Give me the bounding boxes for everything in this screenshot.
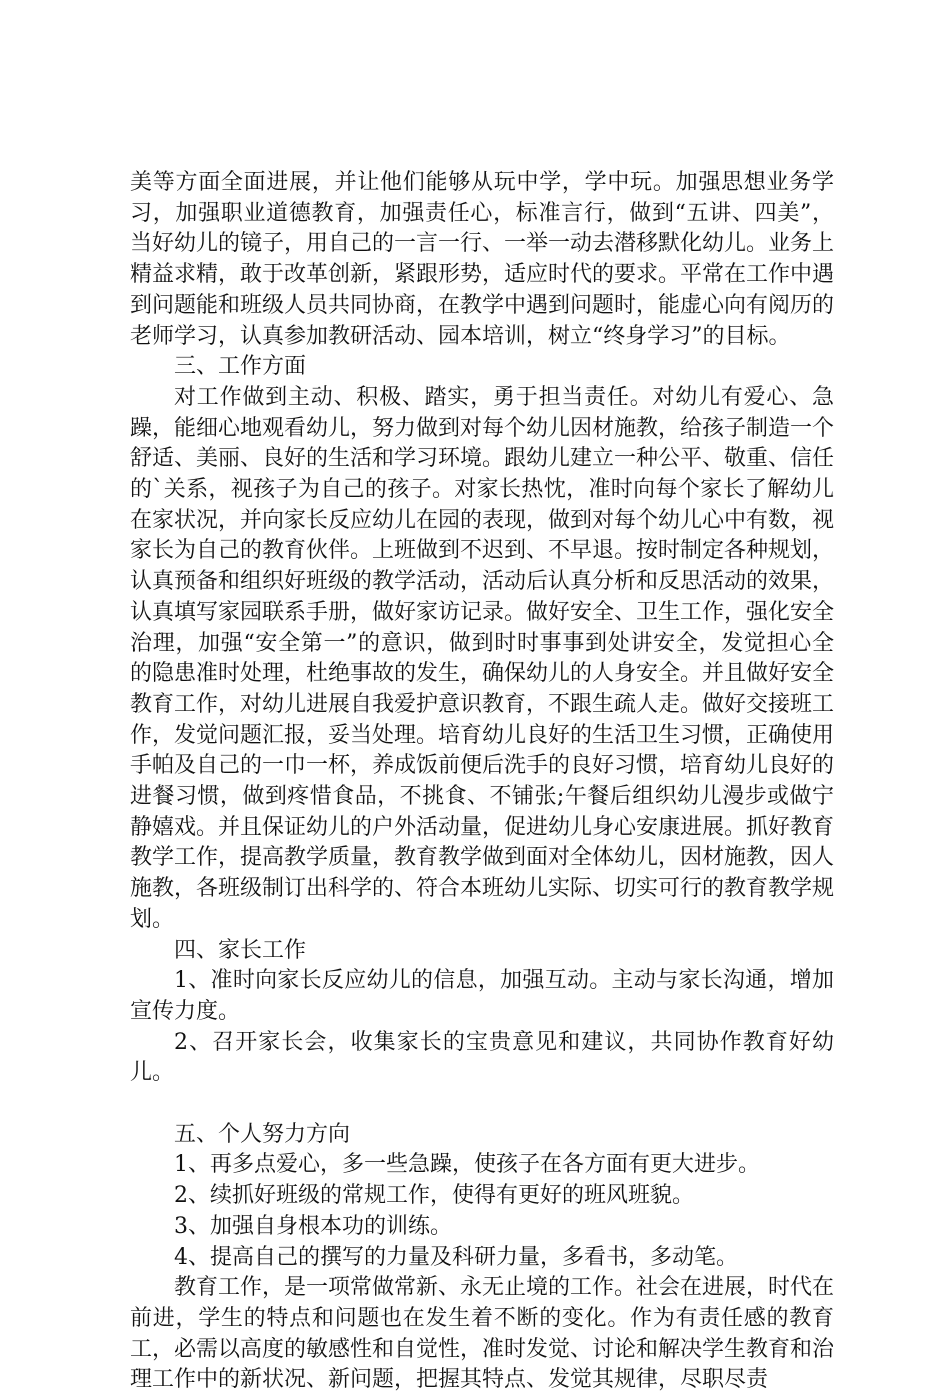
list-item-personal-4: 4、提高自己的撰写的力量及科研力量，多看书，多动笔。 [174,1244,738,1270]
section-heading-personal: 五、个人努力方向 [174,1121,351,1147]
paragraph-continuation: 美等方面全面进展，并让他们能够从玩中学，学中玩。加强思想业务学习，加强职业道德教育，加强责任心，标准言行，做到“五讲、四美”，当好幼儿的镜子，用自己的一言一行、一举一动去潜移默化幼儿。业务上精益求精，敢于改革创新，紧跟形势，适应时代的要求。平常在工作中遇到问题能和班级人员共同协商，在教学中遇到问题时，能虚心向有阅历的老师学习，认真参加教研活动、园本培训，树立“终身学习”的目标。 [130,170,835,349]
section-heading-parents: 四、家长工作 [174,937,307,963]
paragraph-conclusion: 教育工作，是一项常做常新、永无止境的工作。社会在进展，时代在前进，学生的特点和问题也在发生着不断的变化。作为有责任感的教育工，必需以高度的敏感性和自觉性，准时发觉、讨论和解决学生教育和治理工作中的新状况、新问题，把握其特点、发觉其规律，尽职尽责 [130,1275,835,1393]
list-item-personal-2: 2、续抓好班级的常规工作，使得有更好的班风班貌。 [174,1183,694,1209]
document-body [130,168,834,1396]
list-item-parents-2: 2、召开家长会，收集家长的宝贵意见和建议，共同协作教育好幼儿。 [130,1029,834,1086]
list-item-parents-1: 1、准时向家长反应幼儿的信息，加强互动。主动与家长沟通，增加宣传力度。 [130,968,834,1024]
list-item-personal-1: 1、再多点爱心，多一些急躁，使孩子在各方面有更大进步。 [174,1152,760,1178]
section-heading-work: 三、工作方面 [174,354,307,380]
blank-line [130,1089,834,1120]
paragraph-work: 对工作做到主动、积极、踏实，勇于担当责任。对幼儿有爱心、急躁，能细心地观看幼儿，努力做到对每个幼儿因材施教，给孩子制造一个舒适、美丽、良好的生活和学习环境。跟幼儿建立一种公平、敬重、信任的`关系，视孩子为自己的孩子。对家长热忱，准时向每个家长了解幼儿在家状况，并向家长反应幼儿在园的表现，做到对每个幼儿心中有数，视家长为自己的教育伙伴。上班做到不迟到、不早退。按时制定各种规划，认真预备和组织好班级的教学活动，活动后认真分析和反思活动的效果，认真填写家园联系手册，做好家访记录。做好安全、卫生工作，强化安全治理，加强“安全第一”的意识，做到时时事事到处讲安全，发觉担心全的隐患准时处理，杜绝事故的发生，确保幼儿的人身安全。并且做好安全教育工作，对幼儿进展自我爱护意识教育，不跟生疏人走。做好交接班工作，发觉问题汇报，妥当处理。培育幼儿良好的生活卫生习惯，正确使用手帕及自己的一巾一杯，养成饭前便后洗手的良好习惯，培育幼儿良好的进餐习惯，做到疼惜食品，不挑食、不铺张;午餐后组织幼儿漫步或做宁静嬉戏。并且保证幼儿的户外活动量，促进幼儿身心安康进展。抓好教育教学工作，提高教学质量，教育教学做到面对全体幼儿，因材施教，因人施教，各班级制订出科学的、符合本班幼儿实际、切实可行的教育教学规划。 [130,384,835,932]
list-item-personal-3: 3、加强自身根本功的训练。 [174,1213,452,1239]
